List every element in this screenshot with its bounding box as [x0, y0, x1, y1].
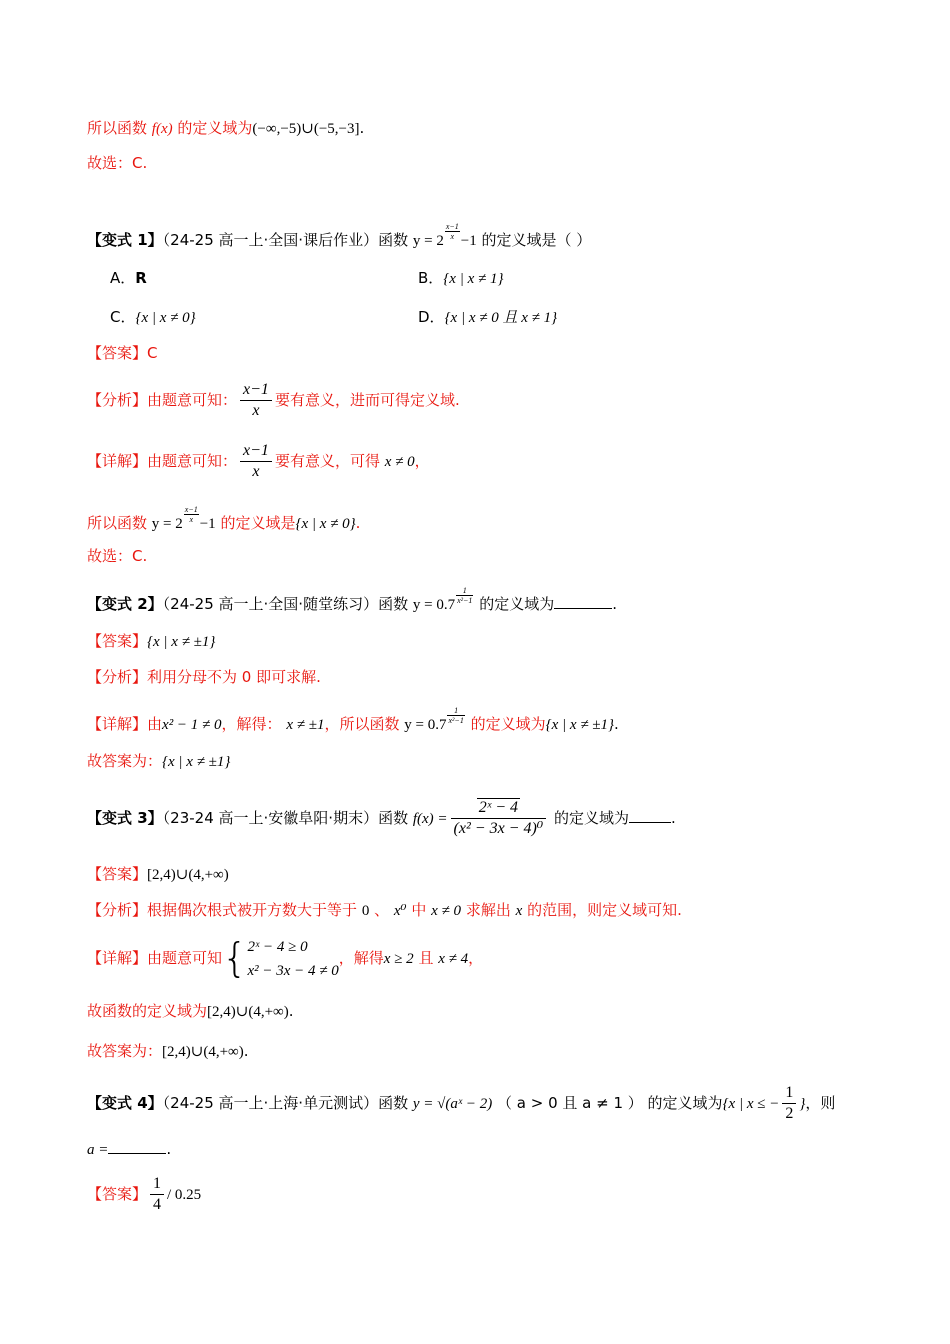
numerator: 1 [782, 1083, 796, 1104]
option-label: D． [418, 308, 445, 326]
answer-value: [2,4)∪(4,+∞) [147, 867, 229, 883]
set-post: } [799, 1096, 806, 1112]
variable: x [515, 903, 523, 919]
exp-num: x−1 [184, 505, 198, 514]
fraction [240, 441, 272, 482]
text: ，解得 [338, 949, 384, 967]
denominator: 4 [153, 1196, 162, 1213]
text: 的定义域为 [177, 119, 253, 137]
domain-set: (−∞,−5)∪(−5,−3] [252, 121, 360, 137]
text: . [612, 595, 618, 613]
text: 的范围，则定义域可知. [527, 901, 682, 919]
v3-question [87, 793, 890, 844]
v1-exponent [445, 222, 460, 241]
inequality-1: 2ˣ − 4 ≥ 0 [247, 938, 308, 955]
inequality-2: x² − 3x − 4 ≠ 0 [247, 962, 339, 979]
v1-question-text: 的定义域是（ ） [481, 231, 592, 249]
v4-source: （24-25 高一上·上海·单元测试）函数 [162, 1094, 409, 1112]
text: 根据偶次根式被开方数大于等于 [147, 901, 358, 919]
v4-cond: （ a > 0 且 a ≠ 1 ） [497, 1094, 643, 1112]
answer-tag: 【答案】 [87, 632, 148, 650]
fraction [240, 380, 272, 421]
sqrt-expr: 2ˣ − 4 [478, 799, 519, 816]
v1-fn-tail: −1 [460, 233, 477, 249]
text: 要有意义，可得 [274, 452, 380, 470]
domain-set: [2,4)∪(4,+∞) [162, 1044, 244, 1060]
text: . [671, 809, 676, 827]
zero: 0 [361, 903, 370, 919]
set-pre: {x | x ≤ − [722, 1096, 780, 1112]
fraction [782, 1083, 796, 1124]
numerator: x−1 [240, 441, 272, 462]
v1-fn-base: y = 2 [412, 233, 444, 249]
option-value: {x | x ≠ 1} [443, 271, 504, 287]
top-choice-line: 故选：C. [87, 154, 148, 172]
v3-tag: 【变式 3】 [87, 809, 163, 827]
text: 由题意可知 [147, 949, 223, 967]
numerator: 1 [150, 1174, 164, 1195]
v2-question-text: 的定义域为 [479, 595, 555, 613]
text: 的定义域为 [470, 715, 546, 733]
text: 要有意义，进而可得定义域. [274, 391, 460, 409]
answer-value: {x | x ≠ ±1} [147, 634, 216, 650]
text: . [614, 715, 619, 733]
text: 由 [147, 715, 163, 733]
v2-tag: 【变式 2】 [87, 595, 163, 613]
v4-question-2 [87, 1138, 890, 1161]
exponent [447, 706, 464, 725]
v1-source: （24-25 高一上·全国·课后作业）函数 [162, 231, 409, 249]
text: 的定义域是 [220, 514, 296, 532]
text: ，解得： [221, 715, 282, 733]
v3-detail [87, 933, 890, 984]
exp-num: 1 [456, 586, 473, 596]
domain-set: {x | x ≠ ±1} [162, 754, 231, 770]
v4-answer [87, 1172, 890, 1217]
answer-blank[interactable] [554, 594, 612, 609]
exponent [184, 505, 199, 524]
inequality-system [247, 935, 338, 983]
v1-detail [87, 439, 890, 484]
v3-fraction [451, 798, 547, 839]
brace: { [222, 935, 248, 982]
text: ， [414, 452, 430, 470]
answer-tag: 【答案】 [87, 344, 148, 362]
exp-den: x²−1 [457, 596, 473, 605]
a-equals: a = [87, 1142, 109, 1158]
text: 故函数的定义域为 [87, 1002, 208, 1020]
v1-question [87, 222, 890, 252]
v1-conclude: 故选：C. [87, 547, 148, 565]
option-label: B． [418, 269, 444, 287]
text: 所以函数 [87, 514, 148, 532]
solution-2: x ≠ 4 [438, 951, 469, 967]
fn-base: y = 2 [151, 516, 183, 532]
analysis-tag: 【分析】 [87, 391, 148, 409]
text: ， [468, 949, 484, 967]
v2-exponent [456, 586, 473, 605]
answer-value: C [147, 344, 158, 362]
fn-base: y = 0.7 [404, 717, 447, 733]
exp-num: x−1 [445, 222, 459, 231]
v1-option-a[interactable] [110, 267, 147, 288]
text: 、 [374, 901, 390, 919]
detail-tag: 【详解】 [87, 452, 148, 470]
domain-set: {x | x ≠ ±1} [545, 717, 615, 733]
v1-tag: 【变式 1】 [87, 231, 163, 249]
x-power-zero: x⁰ [393, 903, 407, 919]
text: . [355, 514, 361, 532]
answer-fraction [150, 1174, 164, 1215]
v2-answer [87, 630, 890, 653]
denominator: x [252, 463, 260, 480]
v2-fn-base: y = 0.7 [412, 597, 456, 613]
solution-1: x ≥ 2 [383, 951, 414, 967]
text: 求解出 [465, 901, 511, 919]
text: 故答案为： [87, 1042, 163, 1060]
answer-tag: 【答案】 [87, 865, 148, 883]
text: 利用分母不为 0 即可求解. [147, 668, 321, 686]
domain-set: {x | x ≠ 0} [295, 516, 356, 532]
text: . [288, 1002, 294, 1020]
v2-conclude [87, 750, 890, 773]
function-expr: f(x) [151, 121, 173, 137]
v1-analysis [87, 378, 890, 422]
exp-den: x [450, 232, 455, 241]
v3-source: （23-24 高一上·安徽阜阳·期末）函数 [162, 809, 409, 827]
v4-question [87, 1083, 890, 1124]
v3-answer [87, 863, 890, 886]
answer-blank[interactable] [629, 808, 671, 823]
text: . [359, 119, 365, 137]
v3-fn-lhs: f(x) = [412, 811, 448, 827]
option-label: C． [110, 308, 136, 326]
v2-analysis [87, 666, 890, 688]
option-label: A． [110, 269, 136, 287]
v1-option-c[interactable] [110, 306, 196, 327]
domain-set: [2,4)∪(4,+∞) [207, 1004, 289, 1020]
option-value: {x | x ≠ 0} [135, 310, 196, 326]
analysis-tag: 【分析】 [87, 901, 148, 919]
v1-option-b[interactable] [418, 267, 503, 288]
detail-tag: 【详解】 [87, 715, 148, 733]
exp-num: 1 [447, 706, 464, 716]
text: 由题意可知： [147, 391, 238, 409]
text: 中 [411, 901, 427, 919]
answer-tag: 【答案】 [87, 1185, 148, 1203]
analysis-tag: 【分析】 [87, 668, 148, 686]
numerator [451, 798, 547, 819]
answer-decimal: / 0.25 [167, 1187, 202, 1203]
text: . [166, 1140, 172, 1158]
v1-option-d[interactable] [418, 306, 557, 327]
v4-tag: 【变式 4】 [87, 1094, 163, 1112]
text: 由题意可知： [147, 452, 238, 470]
denominator: x [252, 402, 260, 419]
exp-den: x [189, 515, 194, 524]
text: 所以函数 [87, 119, 148, 137]
top-conclusion-line [87, 117, 890, 140]
text: ，所以函数 [324, 715, 400, 733]
v1-detail-2 [87, 505, 890, 535]
v3-conclude [87, 1040, 890, 1063]
v3-analysis [87, 899, 890, 922]
condition: x ≠ 0 [431, 903, 462, 919]
option-value: R [135, 269, 147, 287]
v3-question-text: 的定义域为 [554, 809, 630, 827]
exp-den: x²−1 [448, 716, 464, 725]
v2-question [87, 586, 890, 616]
v2-detail [87, 706, 890, 736]
option-value: {x | x ≠ 0 且 x ≠ 1} [444, 310, 558, 326]
solution: x ≠ ±1 [286, 717, 325, 733]
text: 故答案为： [87, 752, 163, 770]
v3-detail-2 [87, 1000, 890, 1023]
condition: x ≠ 0 [384, 454, 415, 470]
v4-fn: y = √(aˣ − 2) [412, 1096, 493, 1112]
text: 且 [418, 949, 434, 967]
text: ，则 [805, 1094, 836, 1112]
denominator: 2 [785, 1105, 794, 1122]
text: 的定义域为 [647, 1094, 723, 1112]
v2-source: （24-25 高一上·全国·随堂练习）函数 [162, 595, 409, 613]
condition: x² − 1 ≠ 0 [162, 717, 222, 733]
fn-tail: −1 [199, 516, 216, 532]
denominator: (x² − 3x − 4)⁰ [453, 820, 544, 837]
detail-tag: 【详解】 [87, 949, 148, 967]
v1-answer [87, 342, 890, 364]
numerator: x−1 [240, 380, 272, 401]
text: . [243, 1042, 249, 1060]
answer-blank[interactable] [108, 1139, 166, 1154]
